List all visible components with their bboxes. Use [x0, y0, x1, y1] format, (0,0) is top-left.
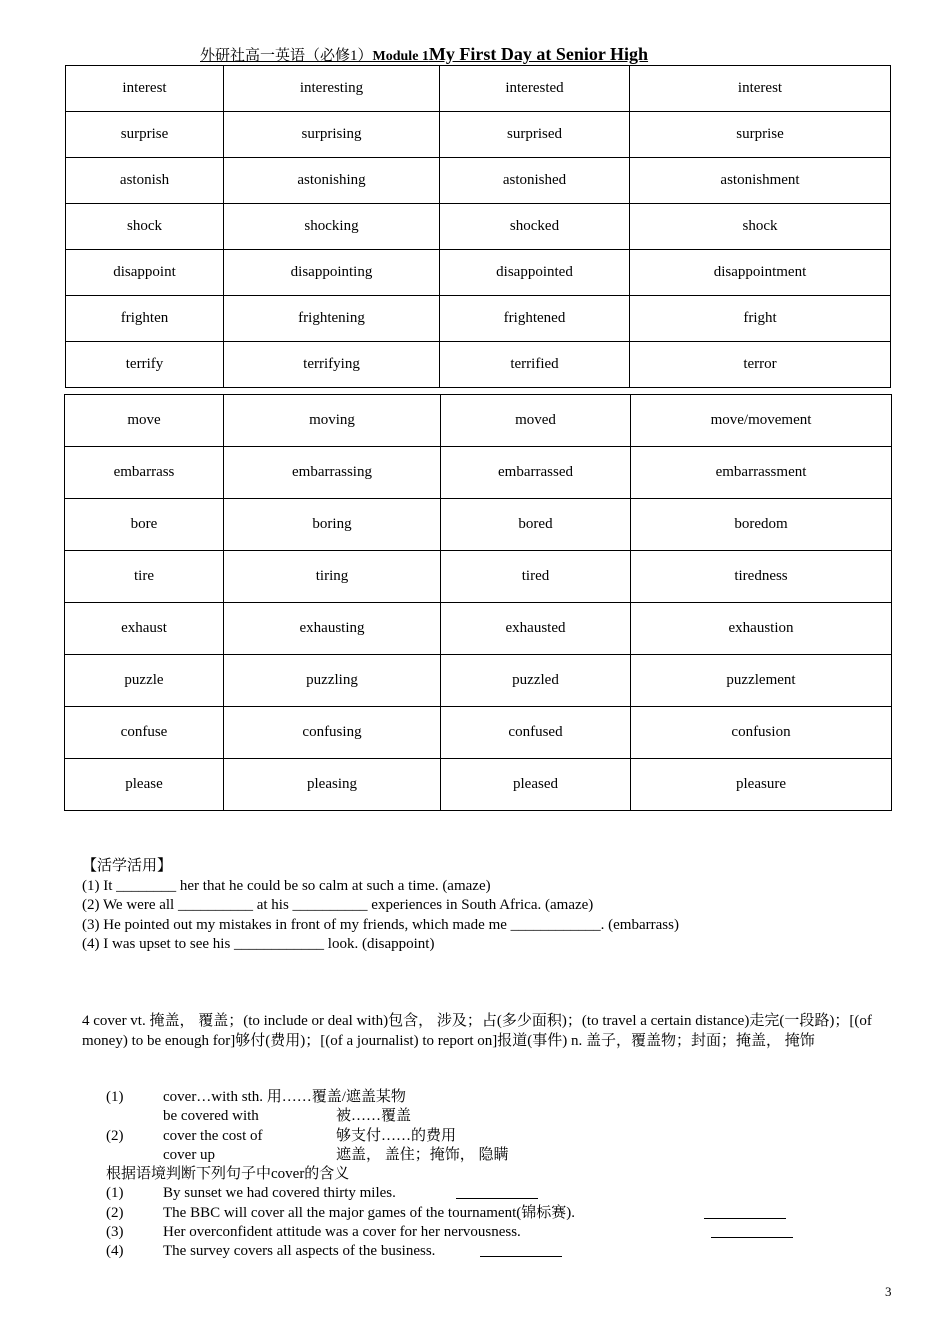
exercise-sentence: The survey covers all aspects of the business.: [163, 1243, 436, 1260]
phrase-en: cover the cost of: [163, 1127, 263, 1144]
word-form-cell: disappoint: [66, 250, 224, 296]
exercise-number: (4): [106, 1243, 124, 1260]
word-form-cell: astonishing: [224, 158, 440, 204]
word-forms-table-2: [64, 394, 892, 811]
word-form-row: [65, 759, 892, 811]
word-form-cell: pleasure: [631, 759, 892, 811]
word-form-cell: surprise: [66, 112, 224, 158]
word-form-cell: disappointed: [440, 250, 630, 296]
word-form-cell: surprise: [630, 112, 891, 158]
word-form-cell: boredom: [631, 499, 892, 551]
word-form-cell: confusing: [224, 707, 441, 759]
word-form-cell: disappointment: [630, 250, 891, 296]
word-form-cell: confuse: [65, 707, 224, 759]
word-form-cell: interest: [630, 66, 891, 112]
word-form-cell: shocked: [440, 204, 630, 250]
word-form-cell: frighten: [66, 296, 224, 342]
word-form-cell: bored: [441, 499, 631, 551]
practice-item: (3) He pointed out my mistakes in front of my friends, which made me ____________. (embarrass): [82, 916, 679, 933]
word-form-cell: surprised: [440, 112, 630, 158]
word-form-cell: puzzling: [224, 655, 441, 707]
phrase-en: cover up: [163, 1146, 216, 1163]
word-form-cell: terror: [630, 342, 891, 388]
header-course: 外研社高一英语（必修1）: [200, 48, 373, 64]
word-form-cell: interest: [66, 66, 224, 112]
word-form-cell: exhaust: [65, 603, 224, 655]
page-header: [200, 44, 648, 65]
phrase-zh: 遮盖， 盖住；掩饰， 隐瞒: [336, 1146, 509, 1163]
word-form-cell: frightened: [440, 296, 630, 342]
word-form-row: [66, 158, 891, 204]
word-form-cell: shock: [630, 204, 891, 250]
word-form-row: [65, 655, 892, 707]
word-form-cell: shocking: [224, 204, 440, 250]
word-form-row: [65, 395, 892, 447]
exercise-number: (2): [106, 1204, 124, 1221]
word-form-cell: bore: [65, 499, 224, 551]
word-form-cell: embarrass: [65, 447, 224, 499]
word-form-cell: astonish: [66, 158, 224, 204]
word-form-cell: tiredness: [631, 551, 892, 603]
word-form-cell: puzzlement: [631, 655, 892, 707]
word-form-row: [66, 112, 891, 158]
word-form-cell: astonished: [440, 158, 630, 204]
word-form-cell: embarrassment: [631, 447, 892, 499]
word-forms-table-1: [65, 65, 891, 388]
word-form-cell: pleasing: [224, 759, 441, 811]
word-form-row: [66, 296, 891, 342]
word-form-cell: interested: [440, 66, 630, 112]
word-form-cell: tire: [65, 551, 224, 603]
exercise-sentence: The BBC will cover all the major games of the tournament(锦标赛).: [163, 1204, 575, 1221]
phrase-zh: 用……覆盖/遮盖某物: [266, 1089, 406, 1105]
exercise-number: (1): [106, 1185, 124, 1202]
word-form-cell: boring: [224, 499, 441, 551]
answer-blank[interactable]: [704, 1204, 786, 1219]
header-module: Module 1: [372, 49, 429, 64]
word-form-cell: terrifying: [224, 342, 440, 388]
word-form-row: [65, 707, 892, 759]
word-form-cell: confusion: [631, 707, 892, 759]
word-form-row: [65, 499, 892, 551]
cover-definition: 4 cover vt. 掩盖， 覆盖；(to include or deal with)包含， 涉及；占(多少面积)；(to travel a certain distance)走完(一段路)；[(of money) to be enough for]够付(费用)；[(of a journalist) to report on]报道(事件) n. 盖子，覆盖物；封面；掩盖， 掩饰: [82, 1013, 872, 1049]
word-form-cell: interesting: [224, 66, 440, 112]
phrase-number: (1): [106, 1089, 124, 1105]
answer-blank[interactable]: [711, 1223, 793, 1238]
word-form-cell: moved: [441, 395, 631, 447]
word-form-cell: embarrassed: [441, 447, 631, 499]
word-form-row: [66, 342, 891, 388]
word-form-cell: frightening: [224, 296, 440, 342]
header-title: My First Day at Senior High: [428, 44, 649, 64]
word-form-cell: terrified: [440, 342, 630, 388]
exercise-number: (3): [106, 1224, 124, 1241]
phrase-text: [163, 1088, 406, 1107]
cover-definition-block: [82, 1011, 897, 1051]
answer-blank[interactable]: [480, 1242, 562, 1257]
phrase-number: (2): [106, 1127, 124, 1144]
phrase-en: be covered with: [163, 1108, 259, 1125]
phrase-en: cover…with sth.: [163, 1089, 263, 1105]
word-form-cell: exhaustion: [631, 603, 892, 655]
practice-heading: 【活学活用】: [82, 858, 173, 874]
word-form-cell: moving: [224, 395, 441, 447]
word-form-cell: move/movement: [631, 395, 892, 447]
phrase-zh: 够支付……的费用: [336, 1127, 457, 1144]
word-form-cell: astonishment: [630, 158, 891, 204]
word-form-cell: exhausted: [441, 603, 631, 655]
practice-item: (1) It ________ her that he could be so calm at such a time. (amaze): [82, 877, 491, 894]
practice-item: (2) We were all __________ at his __________ experiences in South Africa. (amaze): [82, 897, 594, 913]
word-form-cell: surprising: [224, 112, 440, 158]
exercise-sentence: By sunset we had covered thirty miles.: [163, 1185, 396, 1202]
exercise-instruction: 根据语境判断下列句子中cover的含义: [106, 1166, 350, 1183]
phrase-zh: 被……覆盖: [336, 1108, 412, 1125]
answer-blank[interactable]: [456, 1184, 538, 1199]
word-form-row: [65, 603, 892, 655]
word-form-cell: shock: [66, 204, 224, 250]
word-form-cell: exhausting: [224, 603, 441, 655]
exercise-sentence: Her overconfident attitude was a cover for her nervousness.: [163, 1224, 521, 1241]
practice-item: (4) I was upset to see his ____________ look. (disappoint): [82, 936, 435, 952]
word-form-cell: pleased: [441, 759, 631, 811]
page-number: 3: [885, 1284, 892, 1299]
word-form-row: [66, 66, 891, 112]
word-form-cell: confused: [441, 707, 631, 759]
word-form-cell: please: [65, 759, 224, 811]
word-form-cell: tiring: [224, 551, 441, 603]
word-form-cell: puzzle: [65, 655, 224, 707]
word-form-row: [66, 204, 891, 250]
word-form-cell: terrify: [66, 342, 224, 388]
practice-section: [82, 857, 679, 955]
word-form-cell: fright: [630, 296, 891, 342]
word-form-cell: tired: [441, 551, 631, 603]
word-form-cell: puzzled: [441, 655, 631, 707]
word-form-row: [65, 447, 892, 499]
word-form-cell: embarrassing: [224, 447, 441, 499]
word-form-row: [66, 250, 891, 296]
word-form-cell: move: [65, 395, 224, 447]
word-form-cell: disappointing: [224, 250, 440, 296]
word-form-row: [65, 551, 892, 603]
